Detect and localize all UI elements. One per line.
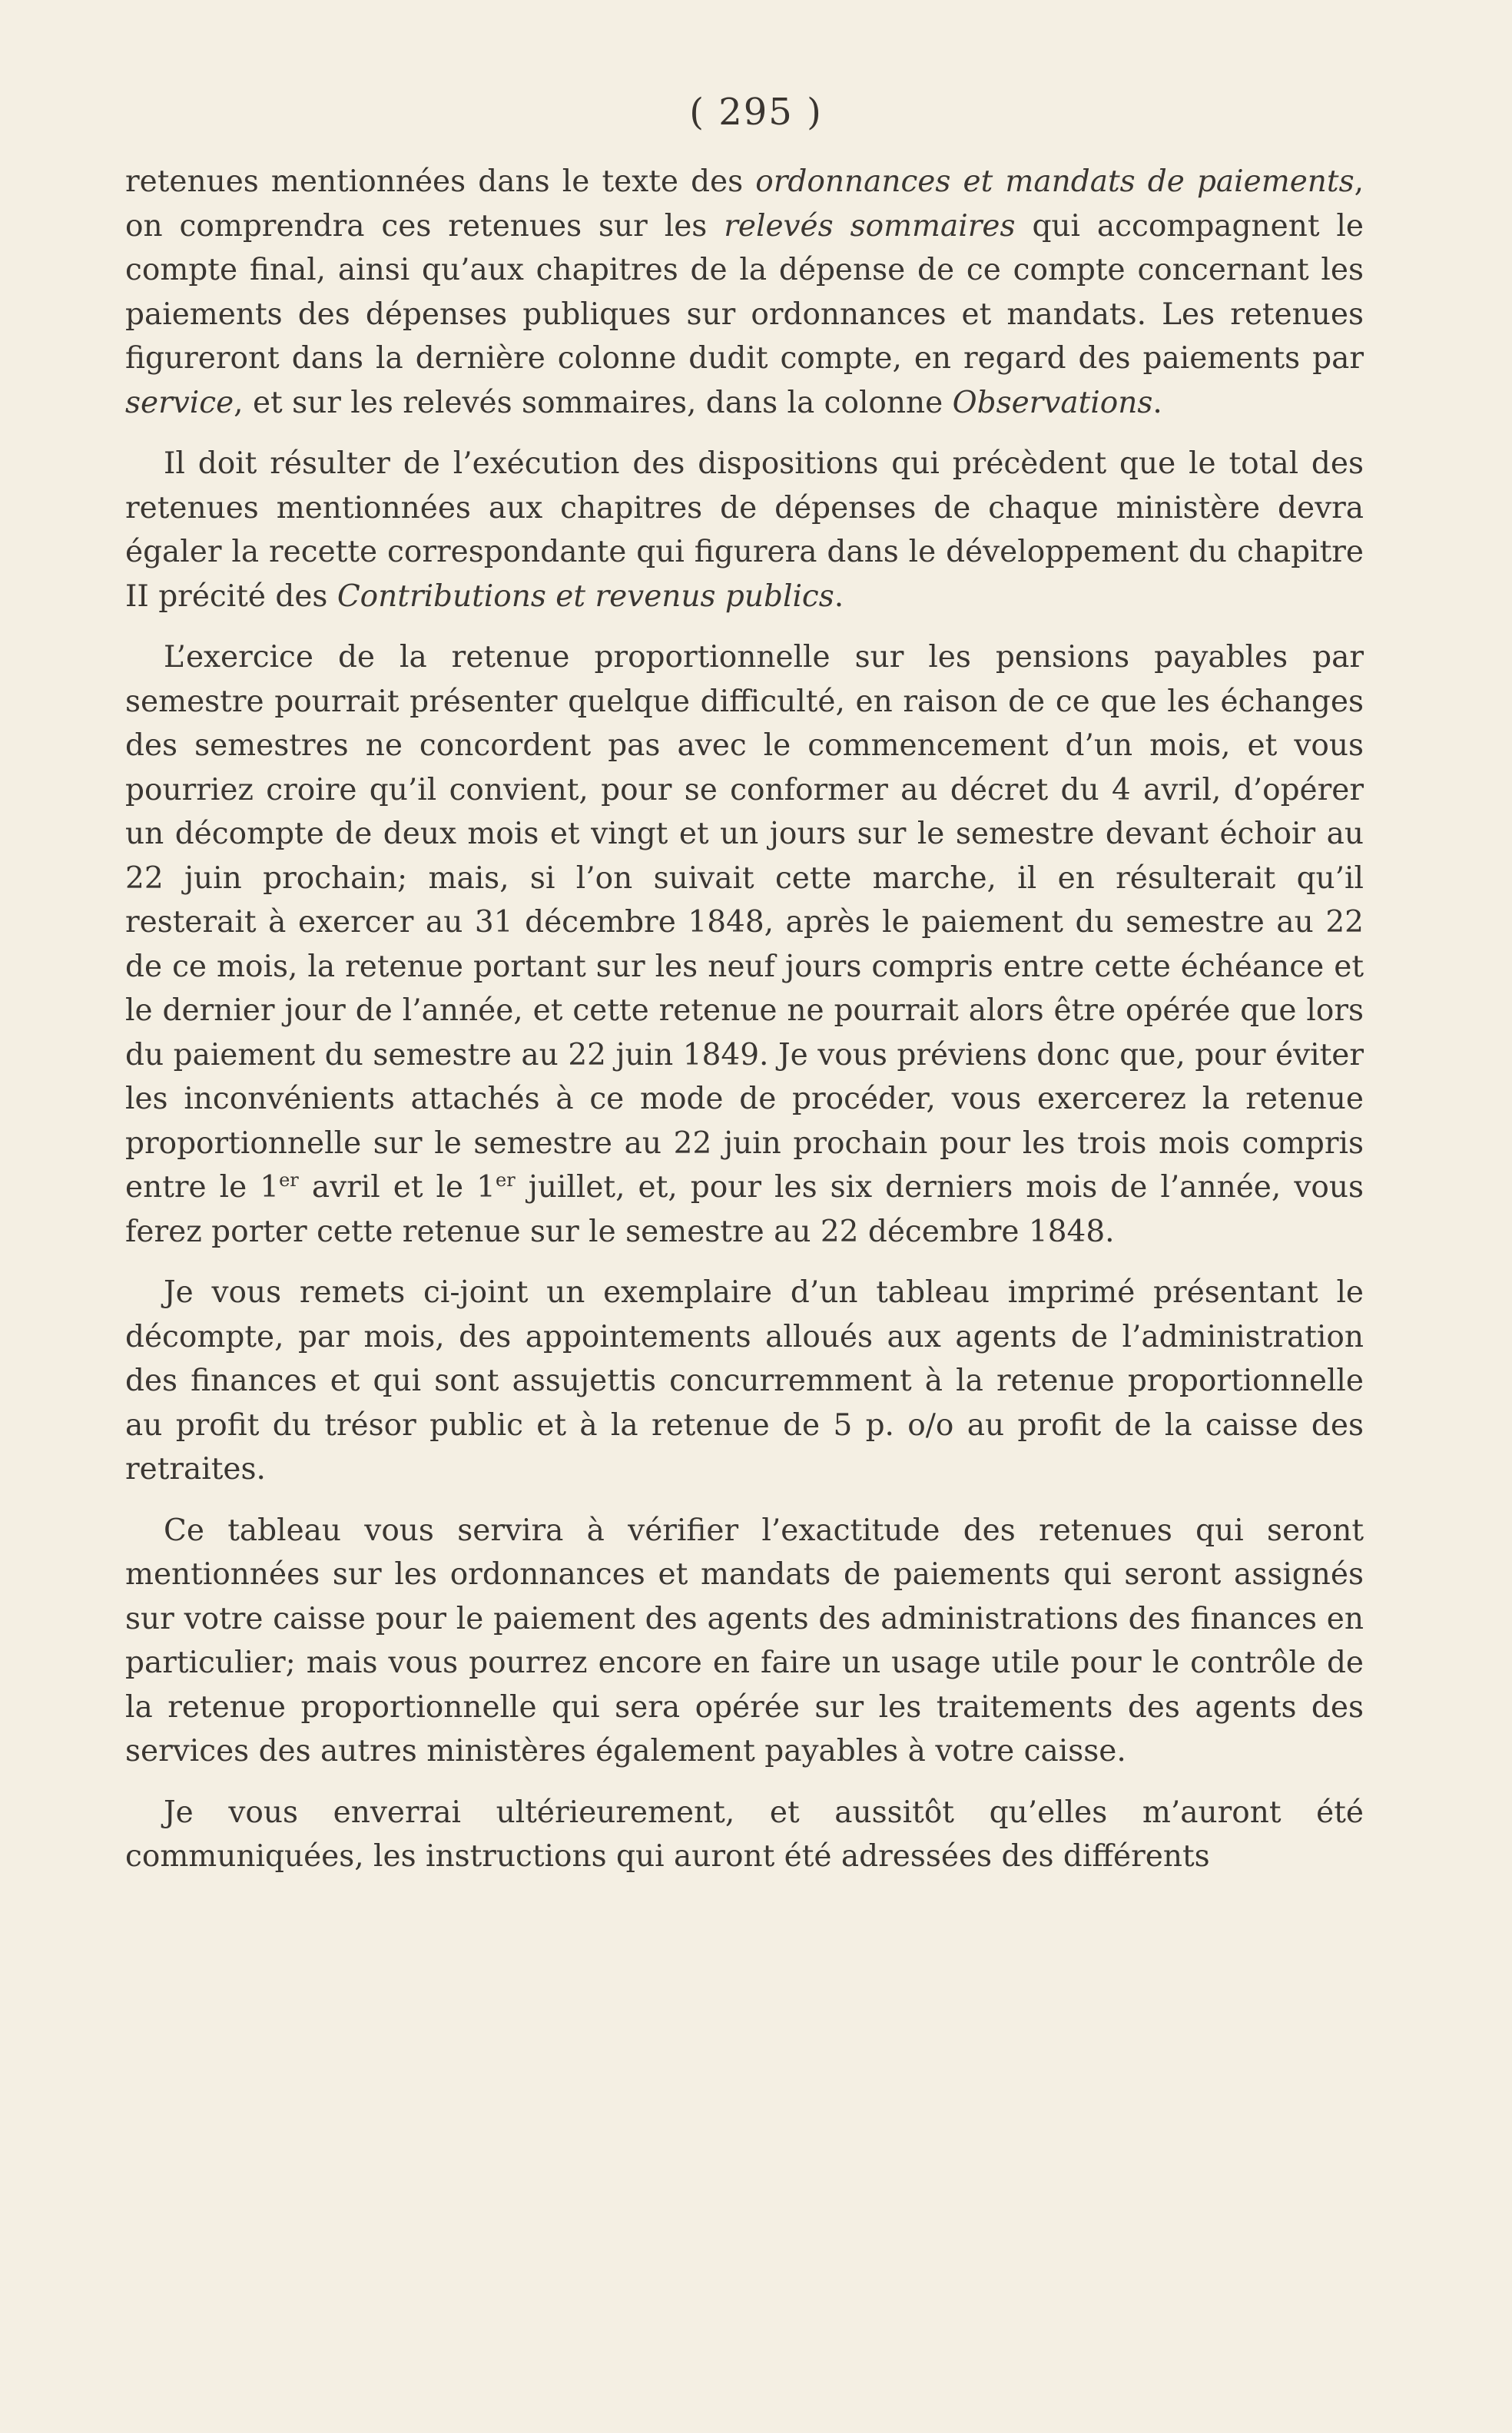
paragraph-5: Ce tableau vous servira à vérifier l’exactitude des retenues qui seront mentionnées sur les ordonnances et mandats de paiements qui seront assignés sur votre caisse pour le paiement des agents des administrations des finances en particulier; mais vous pourrez encore en faire un usage utile pour le contrôle de la retenue proportionnelle qui sera opérée sur les traitements des agents des services des autres ministères également payables à votre caisse.: [125, 1513, 1364, 1768]
p3-superscript-2: er: [495, 1169, 516, 1191]
p3-text-a: L’exercice de la retenue proportionnelle sur les pensions payables par semestre pourrait présenter quelque difficulté, en raison de ce que les échanges des semestres ne concordent pas avec le commencement d’un mois, et vous pourriez croire qu’il convient, pour se conformer au décret du 4 avril, d’opérer un décompte de deux mois et vingt et un jours sur le semestre devant échoir au 22 juin prochain; mais, si l’on suivait cette marche, il en résulterait qu’il resterait à exercer au 31 décembre 1848, après le paiement du semestre au 22 de ce mois, la retenue portant sur les neuf jours compris entre cette échéance et le dernier jour de l’année, et cette retenue ne pourrait alors être opérée que lors du paiement du semestre au 22 juin 1849. Je vous préviens donc que, pour éviter les inconvénients attachés à ce mode de procéder, vous exercerez la retenue proportionnelle sur le semestre au 22 juin prochain pour les trois mois compris entre le 1: [125, 640, 1364, 1205]
p1-italic-observations: Observations: [952, 385, 1153, 420]
p2-text-c: .: [834, 578, 844, 614]
p1-italic-ordonnances: ordonnances et mandats de paiements: [755, 164, 1354, 199]
paragraph-6: Je vous enverrai ultérieurement, et aussitôt qu’elles m’auront été communiquées, les instructions qui auront été adressées des différents: [125, 1795, 1364, 1874]
p1-text-c: , on comprendra ces retenues sur les: [125, 164, 1364, 244]
p1-text-i: .: [1152, 385, 1162, 420]
p3-superscript-1: er: [279, 1169, 299, 1191]
paragraph-4: Je vous remets ci-joint un exemplaire d’un tableau imprimé présentant le décompte, par mois, des appointements alloués aux agents de l’administration des finances et qui sont assujettis concurremment à la retenue proportionnelle au profit du trésor public et à la retenue de 5 p. o/o au profit de la caisse des retraites.: [125, 1275, 1364, 1487]
p1-italic-releves: relevés sommaires: [724, 208, 1016, 244]
page-number: ( 295 ): [689, 91, 823, 134]
paragraph-2: [125, 442, 1364, 618]
p1-italic-service: service: [125, 385, 234, 420]
body-text: [125, 160, 1364, 1879]
p2-text-a: Il doit résulter de l’exécution des dispositions qui précèdent que le total des retenues mentionnées aux chapitres de dépenses de chaque ministère devra égaler la recette correspondante qui figurera dans le développement du chapitre II précité des: [125, 446, 1364, 614]
p1-text-g: , et sur les relevés sommaires, dans la colonne: [234, 385, 953, 420]
p1-text-a: retenues mentionnées dans le texte des: [125, 164, 756, 199]
p3-text-b: avril et le 1: [298, 1170, 496, 1205]
paragraph-1: [125, 160, 1364, 425]
paragraph-3: [125, 635, 1364, 1254]
p1-text-e: qui accompagnent le compte final, ainsi qu’aux chapitres de la dépense de ce compte concernant les paiements des dépenses publiques sur ordonnances et mandats. Les retenues figureront dans la dernière colonne dudit compte, en regard des paiements par: [125, 208, 1364, 376]
p2-italic-contributions: Contributions et revenus publics: [337, 578, 834, 614]
p3-text-c: juillet, et, pour les six derniers mois de l’année, vous ferez porter cette retenue sur le semestre au 22 décembre 1848.: [125, 1170, 1364, 1249]
